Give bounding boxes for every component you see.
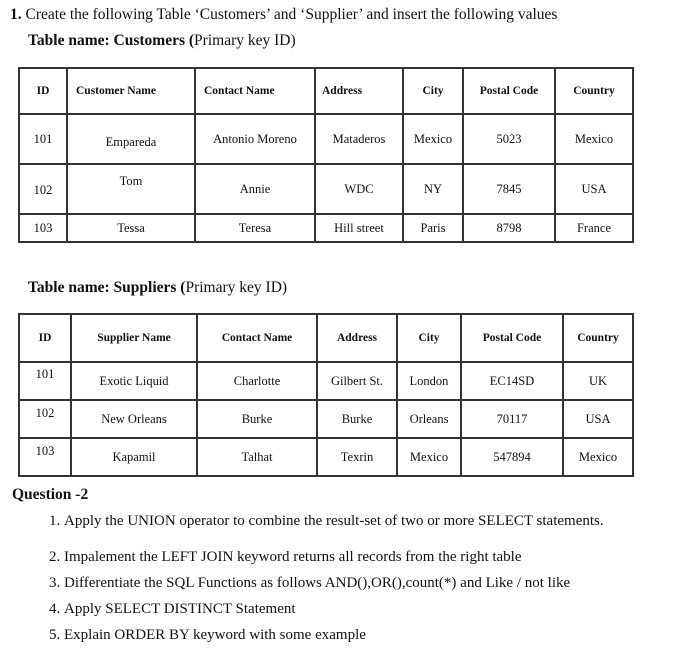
customers-header-row — [19, 68, 633, 114]
cell-text: 7845 — [496, 182, 522, 196]
list-item: 4. Apply SELECT DISTINCT Statement — [64, 600, 700, 618]
cell-city: Mexico — [403, 114, 463, 164]
question-1-text: Create the following Table ‘Customers’ and ‘Supplier’ and insert the following values — [25, 6, 558, 23]
cell-supplier-name: Exotic Liquid — [71, 362, 197, 400]
header-contact-name: Contact Name — [197, 314, 317, 362]
cell-country: Mexico — [555, 114, 633, 164]
header-address: Address — [317, 314, 397, 362]
cell-contact-name: Charlotte — [197, 362, 317, 400]
suppliers-title-rest: Primary key ID) — [185, 279, 288, 296]
cell-text: WDC — [344, 182, 374, 196]
customers-table-title — [28, 32, 296, 50]
cell-country: UK — [563, 362, 633, 400]
cell-city: London — [397, 362, 461, 400]
suppliers-title-bold: Table name: Suppliers ( — [28, 279, 186, 296]
list-item: 2. Impalement the LEFT JOIN keyword returns all records from the right table — [64, 548, 700, 566]
cell-text: 102 — [33, 183, 53, 197]
cell-text: 103 — [35, 444, 55, 458]
customers-title-rest: Primary key ID) — [194, 32, 296, 49]
cell-address: Hill street — [315, 214, 403, 242]
cell-text: 101 — [35, 367, 55, 381]
cell-id: 103 — [19, 214, 67, 242]
cell-contact-name: Antonio Moreno — [195, 114, 315, 164]
cell-postal-code: 70117 — [461, 400, 563, 438]
cell-postal-code: EC14SD — [461, 362, 563, 400]
customers-title-bold: Table name: Customers ( — [28, 32, 195, 49]
cell-text: 102 — [35, 406, 55, 420]
cell-contact-name: Talhat — [197, 438, 317, 476]
header-country: Country — [555, 68, 633, 114]
cell-country: Mexico — [563, 438, 633, 476]
cell-supplier-name: Kapamil — [71, 438, 197, 476]
cell-id — [19, 164, 67, 214]
cell-city — [403, 164, 463, 214]
header-city: City — [397, 314, 461, 362]
cell-address: Texrin — [317, 438, 397, 476]
cell-contact-name: Burke — [197, 400, 317, 438]
cell-postal-code: 5023 — [463, 114, 555, 164]
cell-customer-name — [67, 114, 195, 164]
cell-text: USA — [581, 182, 607, 196]
suppliers-table-title — [28, 279, 287, 297]
cell-city: Orleans — [397, 400, 461, 438]
cell-id — [19, 400, 71, 438]
list-item: 1. Apply the UNION operator to combine the result-set of two or more SELECT statements. — [64, 512, 700, 530]
table-row — [19, 400, 633, 438]
cell-contact-name: Teresa — [195, 214, 315, 242]
cell-country: France — [555, 214, 633, 242]
header-customer-name: Customer Name — [67, 68, 195, 114]
cell-text: NY — [423, 182, 443, 196]
cell-supplier-name: New Orleans — [71, 400, 197, 438]
question-1-line — [10, 6, 557, 24]
list-item: 3. Differentiate the SQL Functions as follows AND(),OR(),count(*) and Like / not like — [64, 574, 700, 592]
cell-address — [315, 164, 403, 214]
cell-address: Burke — [317, 400, 397, 438]
table-row — [19, 164, 633, 214]
question-1-number: 1. — [10, 6, 22, 23]
header-address: Address — [315, 68, 403, 114]
cell-postal-code: 8798 — [463, 214, 555, 242]
cell-city: Mexico — [397, 438, 461, 476]
suppliers-header-row — [19, 314, 633, 362]
header-country: Country — [563, 314, 633, 362]
cell-text: Empareda — [105, 135, 157, 149]
cell-city: Paris — [403, 214, 463, 242]
cell-country: USA — [563, 400, 633, 438]
cell-postal-code: 547894 — [461, 438, 563, 476]
question-2-title: Question -2 — [12, 486, 89, 503]
header-contact-name: Contact Name — [195, 68, 315, 114]
header-postal-code: Postal Code — [463, 68, 555, 114]
cell-id — [19, 362, 71, 400]
table-row — [19, 362, 633, 400]
cell-id — [19, 438, 71, 476]
list-item: 5. Explain ORDER BY keyword with some example — [64, 626, 700, 644]
header-id: ID — [19, 68, 67, 114]
cell-customer-name: Tessa — [67, 214, 195, 242]
header-postal-code: Postal Code — [461, 314, 563, 362]
table-row — [19, 214, 633, 242]
cell-contact-name — [195, 164, 315, 214]
cell-text: Tom — [119, 174, 143, 188]
cell-country — [555, 164, 633, 214]
suppliers-table — [18, 313, 634, 477]
header-supplier-name: Supplier Name — [71, 314, 197, 362]
header-id: ID — [19, 314, 71, 362]
question-2-list — [12, 512, 700, 644]
customers-table — [18, 67, 634, 243]
header-city: City — [403, 68, 463, 114]
cell-id: 101 — [19, 114, 67, 164]
cell-address: Gilbert St. — [317, 362, 397, 400]
cell-customer-name — [67, 164, 195, 214]
table-row — [19, 438, 633, 476]
table-row — [19, 114, 633, 164]
cell-address: Mataderos — [315, 114, 403, 164]
cell-text: Annie — [239, 182, 271, 196]
cell-postal-code — [463, 164, 555, 214]
